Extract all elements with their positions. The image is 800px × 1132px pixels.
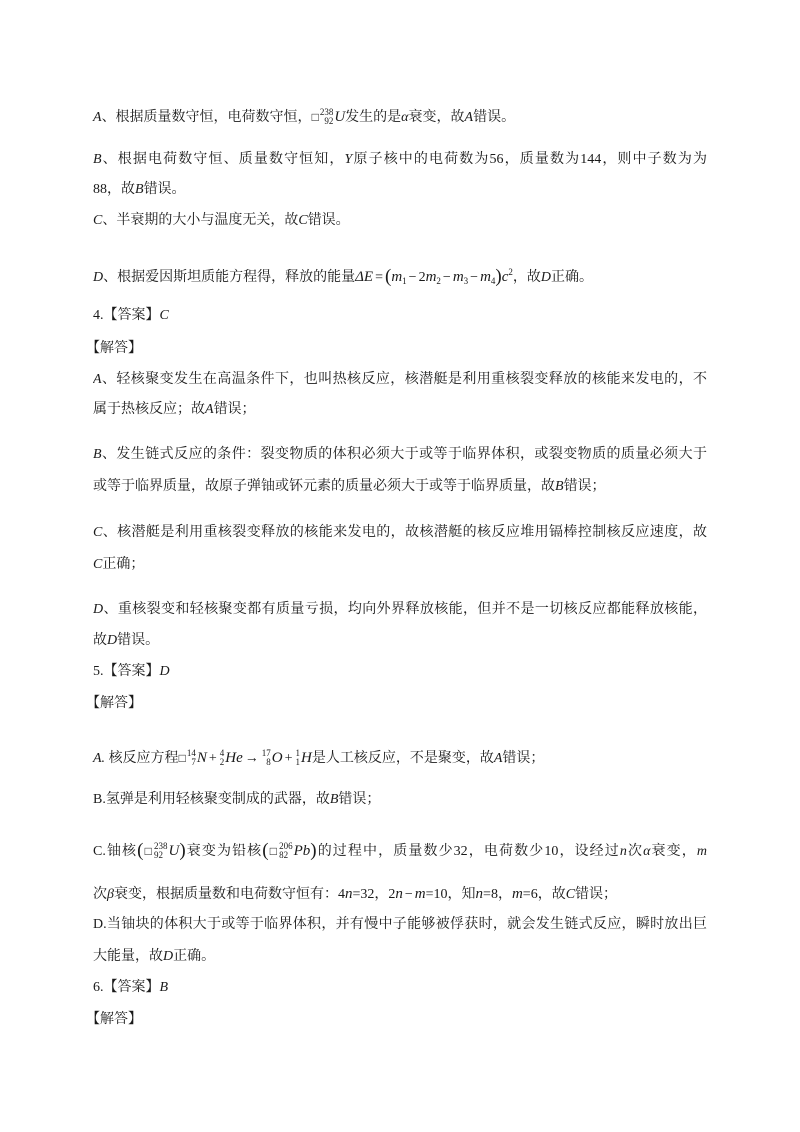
q3-option-d-line	[93, 261, 594, 287]
explanation-text: 故	[93, 633, 107, 648]
equation-value: =6	[522, 887, 538, 902]
right-paren: )	[179, 840, 186, 861]
variable-n: n	[619, 844, 627, 859]
q4-option-c-line-1	[93, 522, 707, 544]
helium-nuclide-numbers	[220, 749, 225, 767]
option-reference: A	[464, 110, 474, 125]
option-reference: C	[93, 557, 103, 572]
option-label: D.	[93, 917, 107, 932]
explanation-text: 、根据爱因斯坦质能方程得，释放的能量	[103, 270, 356, 285]
minus-sign: −	[442, 270, 451, 285]
option-reference: D	[163, 949, 174, 964]
option-reference: D	[107, 633, 118, 648]
missing-glyph-box: □	[268, 844, 279, 858]
explanation-text: 的过程中，质量数少32，电荷数少10，设经过	[316, 844, 620, 859]
explanation-text: 或等于临界质量，故原子弹铀或钚元素的质量必须大于或等于临界质量，故	[93, 479, 555, 494]
explanation-text: 正确；	[102, 557, 145, 572]
option-reference: B	[555, 479, 564, 494]
explanation-text: 正确。	[173, 949, 216, 964]
question-number: 4.	[93, 308, 104, 323]
equals-sign: =	[375, 270, 383, 285]
explanation-text: ，知	[447, 887, 476, 902]
option-reference: A	[205, 402, 214, 417]
q5-option-d-line-2	[93, 946, 215, 968]
answer-value: D	[159, 664, 170, 679]
beta-symbol: β	[107, 887, 114, 902]
q5-option-b-line	[93, 789, 380, 811]
variable-m: m	[511, 886, 523, 902]
equation-number: 2	[388, 887, 396, 902]
explanation-text: 衰变，	[650, 844, 697, 859]
superscript: 2	[508, 267, 513, 277]
oxygen-nuclide-numbers	[262, 749, 271, 767]
charge-number: 8	[266, 757, 271, 767]
explanation-text: 、半衰期的大小与温度无关，故	[102, 213, 299, 228]
element-symbol: Pb	[293, 843, 311, 859]
answer-tag: 【答案】	[103, 308, 160, 323]
answer-value: B	[159, 980, 169, 995]
explanation-text: 、发生链式反应的条件：裂变物质的体积必须大于或等于临界体积，或裂变物质的质量必须大于	[101, 447, 707, 462]
explanation-text: 、重核裂变和轻核聚变都有质量亏损，均向外界释放核能，但并不是一切核反应都能释放核能，	[103, 602, 707, 617]
subscript: 3	[463, 276, 469, 286]
element-symbol: O	[271, 750, 283, 766]
q5-option-c-line-1	[93, 840, 707, 862]
explanation-text: 衰变，故	[408, 110, 465, 125]
q4-option-b-line-2	[93, 476, 606, 498]
mass-number: 238	[319, 107, 334, 117]
option-label: A	[93, 372, 102, 387]
hydrogen-nuclide-numbers	[295, 749, 300, 767]
q3-option-a-line	[93, 106, 515, 128]
missing-glyph-box: □	[178, 751, 186, 765]
minus-sign: −	[408, 270, 417, 285]
minus-sign: −	[470, 270, 479, 285]
uranium-nuclide-numbers	[154, 842, 168, 860]
q4-option-b-line-1	[93, 444, 707, 466]
equation-value: =32	[352, 887, 375, 902]
light-speed-symbol: c	[501, 269, 509, 285]
option-label: A	[93, 110, 102, 125]
option-reference: C	[298, 213, 308, 228]
q4-option-a-line-1	[93, 369, 707, 391]
plus-sign: +	[284, 751, 293, 766]
q6-answer-line	[93, 977, 168, 999]
q4-solution-tag	[86, 338, 142, 360]
option-reference: B	[135, 182, 144, 197]
variable-n: n	[344, 886, 353, 902]
answer-tag: 【答案】	[103, 664, 160, 679]
separator: ，	[497, 887, 512, 902]
mass-variable: m	[452, 269, 464, 285]
missing-glyph-box: □	[143, 844, 153, 858]
lead-nuclide-numbers	[279, 842, 293, 860]
q3-option-b-line-2	[93, 179, 186, 201]
q5-option-d-line-1	[93, 914, 707, 936]
option-reference: C	[565, 887, 576, 902]
element-symbol: N	[196, 750, 207, 766]
question-number: 6.	[93, 980, 104, 995]
q4-option-c-line-2	[93, 554, 144, 576]
right-paren: )	[310, 840, 317, 861]
explanation-text: 错误。	[307, 213, 350, 228]
mass-variable: m	[480, 269, 491, 285]
option-label: C	[93, 213, 103, 228]
mass-number: 206	[279, 841, 293, 851]
mass-variable: m	[425, 269, 437, 285]
left-paren: (	[262, 840, 269, 861]
mass-number: 238	[153, 841, 168, 851]
answer-tag: 【答案】	[103, 980, 160, 995]
q4-option-d-line-1	[93, 599, 707, 621]
variable-n: n	[395, 886, 403, 902]
option-reference: B	[329, 792, 339, 807]
explanation-text: 次	[93, 887, 107, 902]
explanation-text: 是人工核反应，不是聚变，故	[311, 751, 494, 766]
explanation-text: 错误；	[338, 792, 381, 807]
element-symbol: He	[225, 750, 243, 766]
missing-glyph-box: □	[311, 110, 319, 124]
charge-number: 92	[153, 850, 163, 860]
explanation-text: 属于热核反应；故	[93, 402, 205, 417]
explanation-text: 、根据质量数守恒，电荷数守恒，	[101, 110, 312, 125]
mass-number: 4	[219, 748, 225, 758]
mass-number: 17	[261, 748, 271, 758]
explanation-text: 当铀块的体积大于或等于临界体积，并有慢中子能够被俘获时，就会发生链式反应，瞬时放出巨	[106, 917, 707, 932]
option-label: A.	[93, 751, 106, 766]
element-symbol: U	[168, 843, 180, 859]
mass-variable: m	[391, 269, 403, 285]
q4-option-a-line-2	[93, 399, 256, 421]
subscript: 1	[402, 276, 407, 286]
explanation-text: 88，故	[93, 182, 135, 197]
answer-value: C	[159, 308, 169, 323]
explanation-text: 核反应方程	[105, 751, 179, 766]
q5-answer-line	[93, 661, 170, 683]
option-label: D	[93, 270, 104, 285]
nucleus-symbol: Y	[344, 152, 353, 167]
plus-sign: +	[208, 751, 217, 766]
q5-option-c-line-2	[93, 883, 617, 905]
left-paren: (	[137, 840, 144, 861]
equation-number: 4	[337, 887, 345, 902]
nitrogen-nuclide-numbers	[187, 749, 196, 767]
explanation-text: 次	[626, 844, 644, 859]
q3-option-b-line-1	[93, 149, 707, 171]
q3-option-c-line	[93, 210, 350, 232]
explanation-text: 、轻核聚变发生在高温条件下，也叫热核反应，核潜艇是利用重核裂变释放的核能来发电的，不	[101, 372, 707, 387]
subscript: 4	[490, 276, 496, 286]
option-label: B	[93, 152, 102, 167]
explanation-text: 原子核中的电荷数为56，质量数为144，则中子数为为	[352, 152, 707, 167]
equation-value: =8	[483, 887, 498, 902]
q5-option-a-line	[93, 747, 544, 769]
charge-number: 7	[191, 757, 196, 767]
option-label: B.	[93, 792, 106, 807]
charge-number: 92	[324, 116, 334, 126]
left-paren: (	[385, 266, 392, 287]
option-label: C.	[93, 844, 106, 859]
explanation-text: 错误。	[117, 633, 160, 648]
equation-value: =10	[425, 887, 448, 902]
q4-option-d-line-2	[93, 630, 159, 652]
variable-n: n	[475, 886, 484, 902]
explanation-text: 发生的是	[345, 110, 402, 125]
option-reference: D	[540, 270, 552, 285]
alpha-symbol: α	[643, 844, 651, 859]
coefficient: 2	[418, 270, 426, 285]
q4-answer-line	[93, 305, 169, 327]
subscript: 2	[436, 276, 441, 286]
energy-symbol: ΔE	[355, 269, 374, 285]
mass-number: 14	[186, 748, 196, 758]
separator: ，	[374, 887, 389, 902]
question-number: 5.	[93, 664, 104, 679]
uranium-nuclide-numbers	[320, 108, 334, 126]
reaction-arrow: →	[244, 751, 259, 766]
element-symbol: U	[334, 109, 346, 125]
explanation-text: 、核潜艇是利用重核裂变释放的核能来发电的，故核潜艇的核反应堆用镉棒控制核反应速度，故	[102, 525, 707, 540]
explanation-text: 错误；	[575, 887, 618, 902]
charge-number: 2	[219, 757, 225, 767]
variable-m: m	[696, 844, 707, 859]
explanation-text: 错误；	[213, 402, 256, 417]
solution-tag: 【解答】	[86, 341, 142, 356]
q6-solution-tag	[86, 1009, 142, 1031]
option-label: D	[93, 602, 104, 617]
right-paren: )	[495, 266, 502, 287]
explanation-text: ，故	[537, 887, 566, 902]
explanation-text: 、根据电荷数守恒、质量数守恒知，	[101, 152, 345, 167]
explanation-text: 错误。	[143, 182, 186, 197]
explanation-text: 错误；	[502, 751, 545, 766]
variable-m: m	[414, 886, 426, 902]
explanation-text: 正确。	[551, 270, 594, 285]
explanation-text: 铀核	[105, 844, 138, 859]
charge-number: 1	[295, 757, 300, 767]
option-label: C	[93, 525, 103, 540]
element-symbol: H	[300, 750, 312, 766]
minus-sign: −	[404, 887, 413, 902]
explanation-text: 错误。	[473, 110, 516, 125]
alpha-symbol: α	[401, 110, 409, 125]
explanation-text: 错误；	[563, 479, 606, 494]
solution-tag: 【解答】	[86, 1012, 142, 1027]
explanation-text: 衰变为铅核	[185, 844, 263, 859]
option-reference: A	[493, 751, 503, 766]
charge-number: 82	[279, 850, 289, 860]
option-label: B	[93, 447, 102, 462]
explanation-text: 氢弹是利用轻核聚变制成的武器，故	[105, 792, 330, 807]
mass-number: 1	[295, 748, 300, 758]
explanation-text: 大能量，故	[93, 949, 163, 964]
explanation-text: 衰变，根据质量数和电荷数守恒有：	[113, 887, 338, 902]
explanation-text: ，故	[512, 270, 541, 285]
q5-solution-tag	[86, 693, 142, 715]
solution-tag: 【解答】	[86, 696, 142, 711]
